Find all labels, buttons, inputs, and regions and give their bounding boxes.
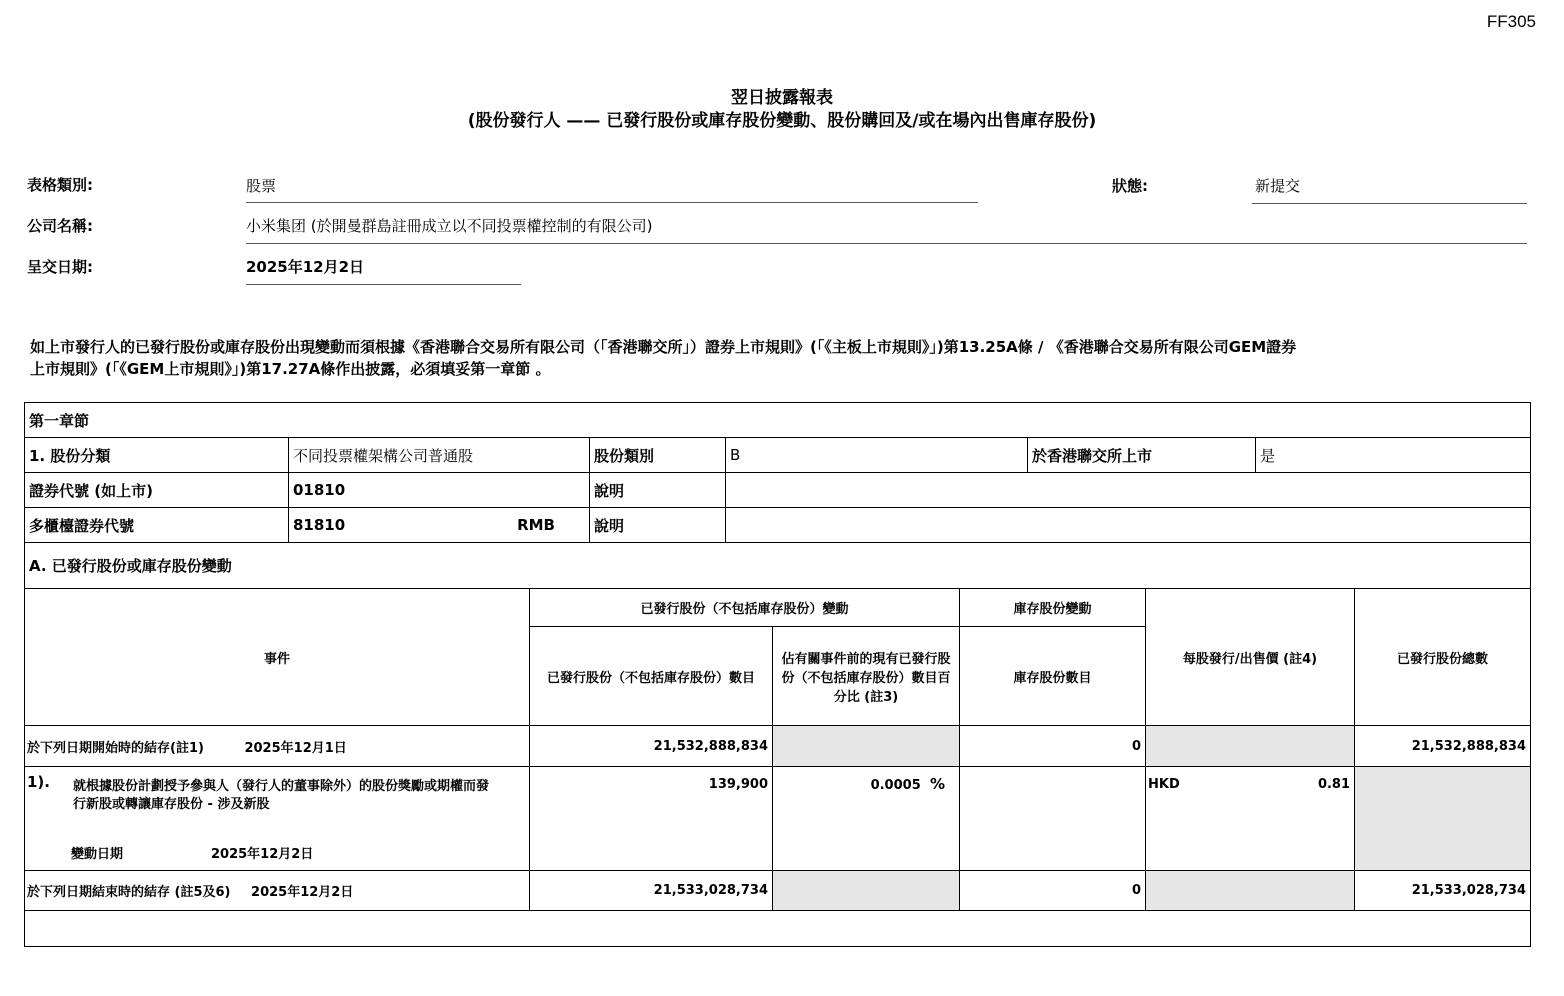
intro-line-1: 如上市發行人的已發行股份或庫存股份出現變動而須根據《香港聯合交易所有限公司（「香港聯交所」）證券上市規則》(「《主板上市規則》」)第13.25A條 / 《香港聯合交易所有限公司GEM證券 [30,338,1297,356]
event-cell [25,767,530,871]
event-pct: 0.0005 [870,778,921,793]
closing-date: 2025年12月2日 [251,885,354,900]
share-class-value: 不同投票權架構公司普通股 [289,438,590,473]
date-label: 呈交日期: [27,258,93,276]
intro-line-2: 上市規則》(「《GEM上市規則》」)第17.27A條作出披露，必須填妥第一章節 。 [30,360,551,378]
event-treasury-cell [960,767,1146,871]
closing-pct-cell [773,871,960,911]
col-treasury-count-header: 庫存股份數目 [960,627,1146,726]
closing-total: 21,533,028,734 [1355,871,1531,911]
opening-total: 21,532,888,834 [1355,726,1531,767]
event-issued: 139,900 [530,767,773,871]
desc-value-2 [726,508,1531,543]
col-price-header: 每股發行/出售價 (註4) [1146,589,1355,726]
page-title: 翌日披露報表 [731,88,833,108]
event-description: 就根據股份計劃授予參與人（發行人的董事除外）的股份獎勵或期權而發行新股或轉讓庫存股份 - 涉及新股 [73,779,490,812]
opening-label: 於下列日期開始時的結存(註1) [27,740,204,756]
desc-value [726,473,1531,508]
col-treasury-group-header: 庫存股份變動 [960,589,1146,627]
closing-issued: 21,533,028,734 [530,871,773,911]
col-total-header: 已發行股份總數 [1355,589,1531,726]
event-row [25,767,1531,871]
event-number: 1). [27,773,50,791]
stock-code-label: 證券代號 (如上市) [25,473,289,508]
section1-table [24,402,1531,589]
event-price: 0.81 [1317,777,1351,792]
event-pct-unit: % [929,775,946,793]
desc-label: 說明 [590,473,726,508]
event-pct-cell [773,767,960,871]
company-field [246,215,1527,244]
event-price-cell [1146,767,1355,871]
closing-label: 於下列日期結束時的結存 (註5及6) [27,885,231,900]
event-currency: HKD [1148,777,1180,792]
event-total-cell [1355,767,1531,871]
company-value: 小米集团 (於開曼群島註冊成立以不同投票權控制的有限公司) [246,217,653,235]
opening-pct-cell [773,726,960,767]
share-type-label: 股份類別 [590,438,726,473]
date-field [246,256,521,285]
page-subtitle: (股份發行人 —— 已發行股份或庫存股份變動、股份購回及/或在場內出售庫存股份) [467,111,1097,131]
company-label: 公司名稱: [27,217,93,235]
listed-label: 於香港聯交所上市 [1028,438,1256,473]
blank-row [25,911,1531,947]
multi-currency: RMB [517,516,555,534]
status-value: 新提交 [1255,177,1301,195]
opening-cell [25,726,530,767]
opening-treasury: 0 [960,726,1146,767]
intro-text [30,336,1530,380]
col-pct-header: 佔有關事件前的現有已發行股份（不包括庫存股份）數目百分比 (註3) [773,627,960,726]
closing-price-cell [1146,871,1355,911]
form-code: FF305 [1486,12,1536,31]
col-event-header: 事件 [25,589,530,726]
section1-heading: 第一章節 [25,403,1531,438]
form-type-value: 股票 [246,177,277,195]
listed-value: 是 [1256,438,1531,473]
col-issued-count-header: 已發行股份（不包括庫存股份）數目 [530,627,773,726]
date-value: 2025年12月2日 [246,258,365,276]
multi-code-label: 多櫃檯證券代號 [25,508,289,543]
event-date-label: 變動日期 [71,847,124,862]
opening-row [25,726,1531,767]
opening-price-cell [1146,726,1355,767]
opening-date: 2025年12月1日 [244,740,347,756]
part-a-heading: A. 已發行股份或庫存股份變動 [25,543,1531,589]
col-issued-group-header: 已發行股份（不包括庫存股份）變動 [530,589,960,627]
status-field [1252,175,1527,204]
share-type-value: B [726,438,1028,473]
form-type-field [246,175,978,203]
event-date: 2025年12月2日 [211,847,314,862]
movement-table [24,588,1531,947]
closing-cell [25,871,530,911]
multi-code-cell [289,508,590,543]
stock-code-value: 01810 [289,473,590,508]
opening-issued: 21,532,888,834 [530,726,773,767]
multi-code-value: 81810 [293,516,346,534]
closing-treasury: 0 [960,871,1146,911]
desc-label-2: 說明 [590,508,726,543]
closing-row [25,871,1531,911]
status-label: 狀態: [1112,177,1148,195]
form-type-label: 表格類別: [27,176,93,194]
share-class-label: 1. 股份分類 [25,438,289,473]
